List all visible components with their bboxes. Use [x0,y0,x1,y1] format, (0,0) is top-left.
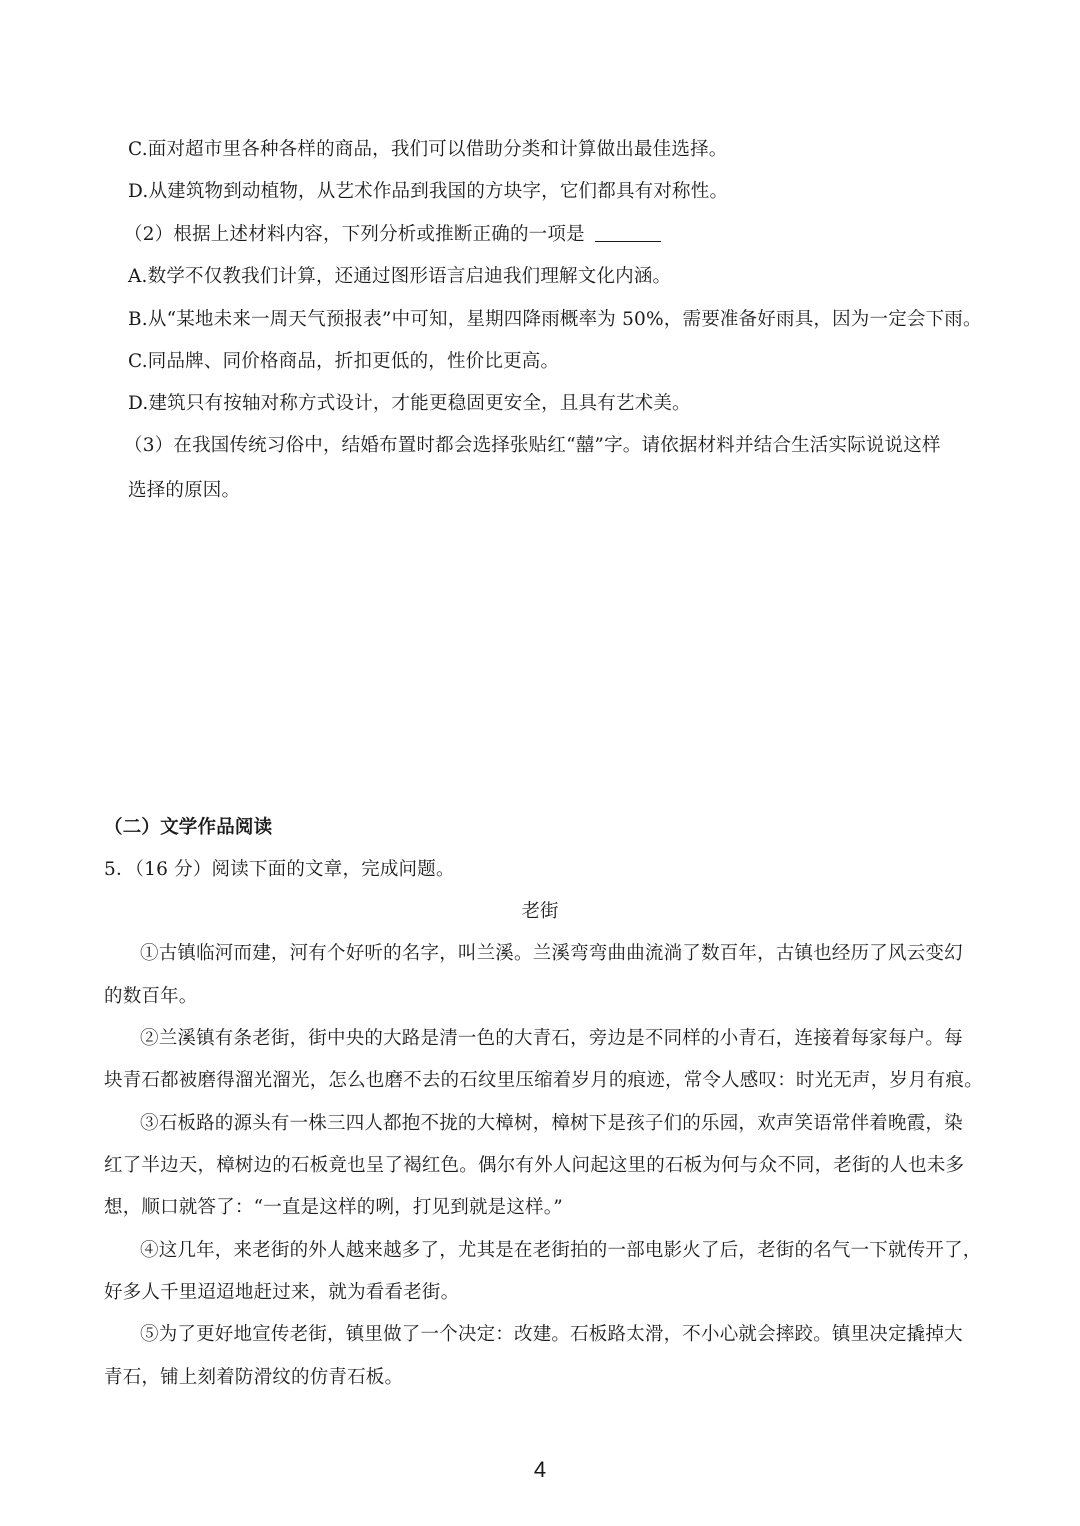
article-line: ⑤为了更好地宣传老街，镇里做了一个决定：改建。石板路太滑，不小心就会摔跤。镇里决定撬掉大 [140,1324,963,1345]
article-line: 青石，铺上刻着防滑纹的仿青石板。 [104,1367,404,1388]
q4-sub3-line1: （3）在我国传统习俗中，结婚布置时都会选择张贴红“囍”字。请依据材料并结合生活实际说说这样 [124,435,941,456]
article-line: 的数百年。 [104,986,198,1007]
question5-prompt: 5．（16 分）阅读下面的文章，完成问题。 [104,859,455,880]
q4-sub2-option-b: B.从“某地未来一周天气预报表”中可知，星期四降雨概率为 50%，需要准备好雨具，因为一定会下雨。 [128,309,982,330]
article-line: ①古镇临河而建，河有个好听的名字，叫兰溪。兰溪弯弯曲曲流淌了数百年，古镇也经历了风云变幻 [140,943,963,964]
q4-sub2-prompt-text: （2）根据上述材料内容，下列分析或推断正确的一项是 [124,224,585,245]
page-number: 4 [533,1457,547,1482]
article-line: 块青石都被磨得溜光溜光，怎么也磨不去的石纹里压缩着岁月的痕迹，常令人感叹：时光无声，岁月有痕。 [104,1070,983,1091]
article-line: 红了半边天，樟树边的石板竟也呈了褐红色。偶尔有外人问起这里的石板为何与众不同，老街的人也未多 [104,1155,965,1176]
article-line: ③石板路的源头有一株三四人都抱不拢的大樟树，樟树下是孩子们的乐园，欢声笑语常伴着晚霞，染 [140,1113,963,1134]
section-heading: （二）文学作品阅读 [104,817,273,838]
q4-sub3-line2: 选择的原因。 [128,480,241,501]
article-title: 老街 [521,901,559,922]
article-line: ④这几年，来老街的外人越来越多了，尤其是在老街拍的一部电影火了后，老街的名气一下就传开了， [140,1240,982,1261]
article-line: 想，顺口就答了：“一直是这样的咧，打见到就是这样。” [104,1197,563,1218]
q4-sub2-option-c: C.同品牌、同价格商品，折扣更低的，性价比更高。 [128,351,560,372]
q4-sub2-prompt [124,222,661,248]
article-line: 好多人千里迢迢地赶过来，就为看看老街。 [104,1282,460,1303]
article-line: ②兰溪镇有条老街，街中央的大路是清一色的大青石，旁边是不同样的小青石，连接着每家每户。每 [140,1028,963,1049]
answer-blank [595,223,661,242]
q4-option-d-prev: D.从建筑物到动植物，从艺术作品到我国的方块字，它们都具有对称性。 [128,181,729,202]
q4-option-c-prev: C.面对超市里各种各样的商品，我们可以借助分类和计算做出最佳选择。 [128,139,728,160]
q4-sub2-option-a: A.数学不仅教我们计算，还通过图形语言启迪我们理解文化内涵。 [128,266,672,287]
q4-sub2-option-d: D.建筑只有按轴对称方式设计，才能更稳固更安全，且具有艺术美。 [128,393,691,414]
